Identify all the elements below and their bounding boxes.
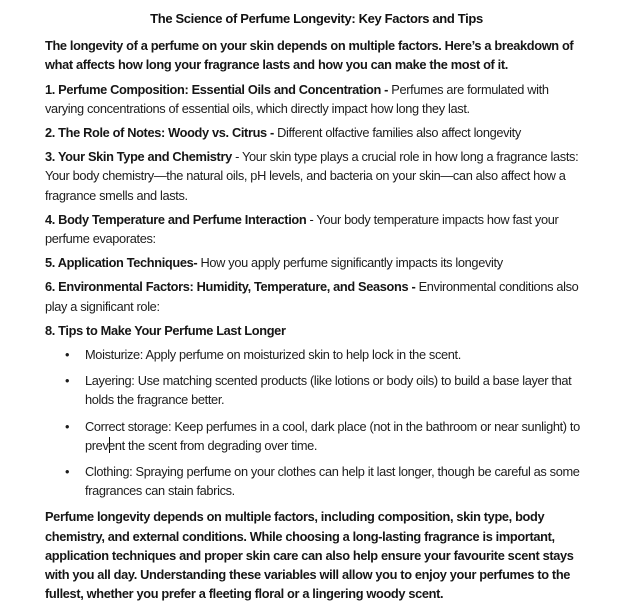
list-item-text: Layering: Use matching scented products (like lotions or body oils) to build a base layer that holds the fragrance better. — [85, 373, 572, 408]
section-heading-5: 5. Application Techniques- — [45, 255, 198, 271]
section-text-6: Environmental conditions also play a significant role: — [45, 279, 579, 314]
bullet-icon: • — [65, 418, 70, 434]
list-item-text-after-caret: ent the scent from degrading over time. — [108, 437, 318, 453]
section-text-1: Perfumes are formulated with varying concentrations of essential oils, which directly impact how long they last. — [45, 81, 549, 116]
list-item-text-before-caret: Correct storage: Keep perfumes in a cool, dark place (not in the bathroom or near sunlight) to prev — [85, 418, 580, 453]
section-paragraph-3[interactable] — [45, 147, 588, 205]
section-text-3: - Your skin type plays a crucial role in how long a fragrance lasts: Your body chemistry—the natural oils, pH levels, and bacteria on your skin—can also affect how a fragrance smells and lasts. — [45, 149, 579, 203]
section-heading-6: 6. Environmental Factors: Humidity, Temperature, and Seasons - — [45, 279, 416, 295]
section-text-5: How you apply perfume significantly impacts its longevity — [197, 255, 503, 271]
intro-paragraph[interactable]: The longevity of a perfume on your skin depends on multiple factors. Here’s a breakdown of what affects how long your fragrance lasts and how you can make the most of it. — [45, 38, 574, 73]
document-title: The Science of Perfume Longevity: Key Factors and Tips — [150, 11, 483, 26]
list-item-correct-storage[interactable] — [65, 417, 588, 455]
bullet-icon: • — [65, 373, 70, 389]
section-paragraph-4[interactable] — [45, 210, 588, 248]
section-heading-3: 3. Your Skin Type and Chemistry — [45, 149, 232, 165]
section-paragraph-2[interactable] — [45, 123, 588, 142]
list-item-clothing[interactable] — [65, 462, 588, 500]
list-item-moisturize[interactable] — [65, 345, 588, 364]
section-paragraph-6[interactable] — [45, 277, 588, 315]
section-paragraph-5[interactable] — [45, 253, 588, 272]
bullet-icon: • — [65, 347, 70, 363]
list-item-text: Moisturize: Apply perfume on moisturized skin to help lock in the scent. — [85, 347, 461, 363]
section-paragraph-1[interactable] — [45, 80, 588, 118]
conclusion-paragraph[interactable]: Perfume longevity depends on multiple factors, including composition, skin type, body chemistry, and external conditions. While choosing a long-lasting fragrance is important, application techniques and proper skin care can also help ensure your favourite scent stays with you all day. Understanding these variables will allow you to enjoy your perfumes to the fullest, whether you prefer a fleeting floral or a lingering woody scent. — [45, 509, 574, 602]
section-heading-2: 2. The Role of Notes: Woody vs. Citrus - — [45, 125, 274, 141]
bullet-icon: • — [65, 464, 70, 480]
section-text-2: Different olfactive families also affect longevity — [273, 125, 521, 141]
tips-heading[interactable]: 8. Tips to Make Your Perfume Last Longer — [45, 322, 286, 338]
list-item-text: Clothing: Spraying perfume on your clothes can help it last longer, though be careful as some fragrances can stain fabrics. — [85, 464, 580, 499]
section-heading-4: 4. Body Temperature and Perfume Interaction — [45, 211, 307, 227]
list-item-layering[interactable] — [65, 371, 588, 409]
section-heading-1: 1. Perfume Composition: Essential Oils and Concentration - — [45, 81, 389, 97]
tips-list — [45, 345, 588, 500]
section-text-4: - Your body temperature impacts how fast your perfume evaporates: — [45, 211, 559, 247]
